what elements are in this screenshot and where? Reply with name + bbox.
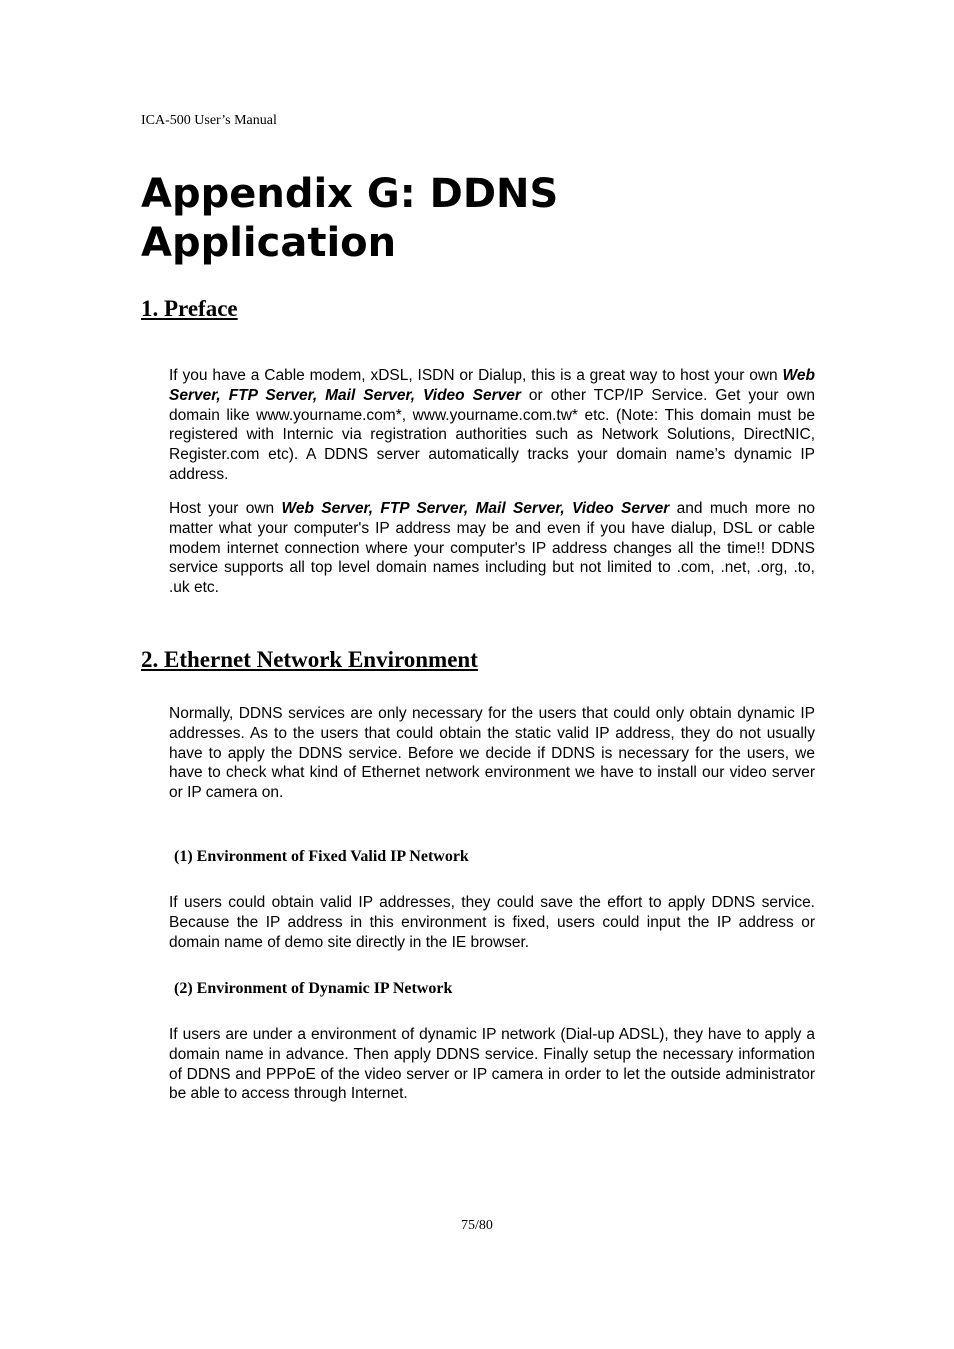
document-title (141, 170, 781, 268)
emphasis-text: Web Server, FTP Server, Mail Server, Video Server (169, 367, 815, 404)
dynamic-ip-paragraph: If users are under a environment of dynamic IP network (Dial-up ADSL), they have to apply a domain name in advance. Then apply DDNS service. Finally setup the necessary information of DDNS and PPPoE of the video server or IP camera in order to let the outside administrator be able to access through Internet. (169, 1026, 815, 1103)
title-line-1: Appendix G: DDNS (141, 171, 559, 217)
title-line-2: Application (141, 220, 397, 266)
subsection-heading-fixed-ip: (1) Environment of Fixed Valid IP Network (174, 848, 469, 865)
paragraph-text: or other TCP/IP Service. Get your own domain like www.yourname.com*, www.yourname.com.tw* etc. (Note: This domain must be registered with Internic via registration authorities such as Network Solutions, DirectNIC, Register.com etc). A DDNS server automatically tracks your domain name’s dynamic IP address. (169, 386, 815, 483)
paragraph-text: Host your own (169, 500, 282, 517)
emphasis-text: Web Server, FTP Server, Mail Server, Video Server (281, 500, 670, 517)
fixed-ip-paragraph: If users could obtain valid IP addresses, they could save the effort to apply DDNS service. Because the IP address in this environment is fixed, users could input the IP address or domain name of demo site directly in the IE browser. (169, 894, 815, 951)
paragraph-text: If you have a Cable modem, xDSL, ISDN or Dialup, this is a great way to host your own (169, 367, 783, 384)
running-header: ICA-500 User’s Manual (141, 113, 277, 128)
paragraph-text: and much more no matter what your computer's IP address may be and even if you have dialup, DSL or cable modem internet connection where your computer's IP address changes all the time!! DDNS service supports all top level domain names including but not limited to .com, .net, .org, .to, .uk etc. (169, 500, 815, 597)
preface-paragraph-1 (169, 366, 815, 485)
preface-paragraph-2 (169, 499, 815, 598)
ethernet-intro-paragraph: Normally, DDNS services are only necessary for the users that could only obtain dynamic IP addresses. As to the users that could obtain the static valid IP address, they do not usually have to apply the DDNS service. Before we decide if DDNS is necessary for the users, we have to check what kind of Ethernet network environment we have to install our video server or IP camera on. (169, 705, 815, 802)
section-heading-ethernet: 2. Ethernet Network Environment (141, 647, 478, 672)
page-number: 75/80 (461, 1218, 493, 1233)
subsection-heading-dynamic-ip: (2) Environment of Dynamic IP Network (174, 980, 453, 997)
section-heading-preface: 1. Preface (141, 296, 238, 321)
